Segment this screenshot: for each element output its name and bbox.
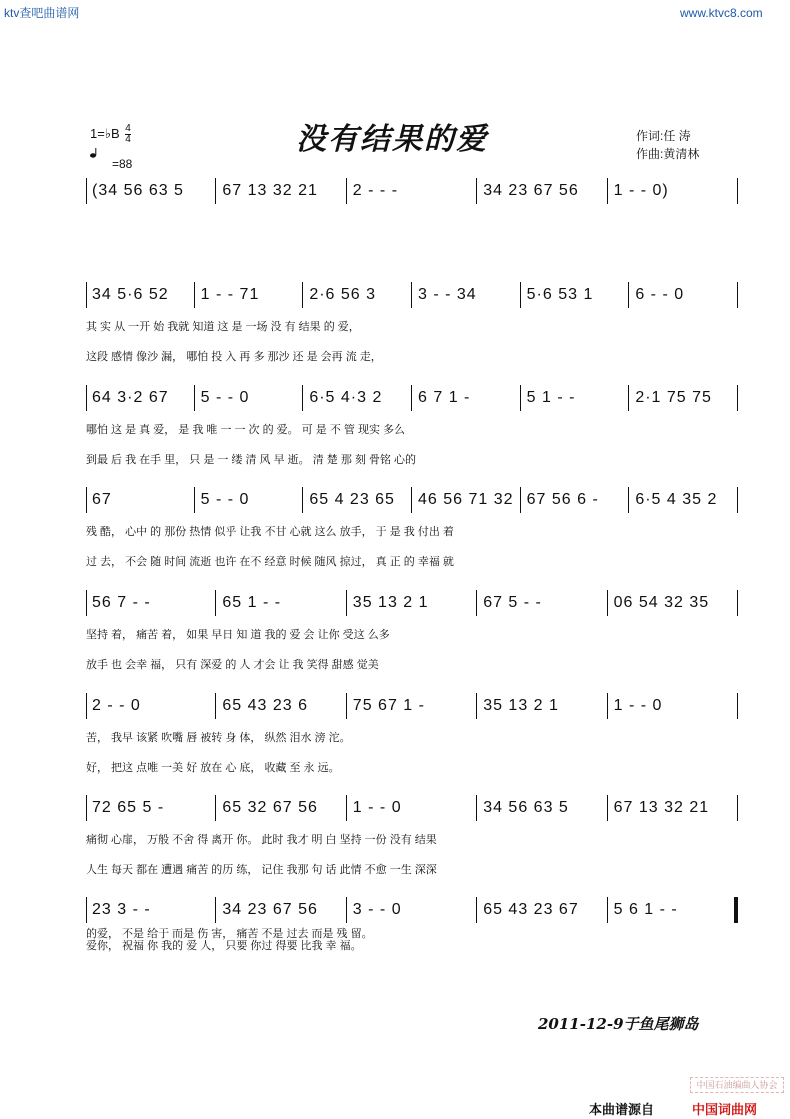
lyric-line-verse-2: 到最 后 我 在手 里， 只 是 一 缕 清 风 早 逝。 清 楚 那 刻 骨铭 心的	[86, 454, 417, 466]
lyric-line-verse-1: 坚持 着， 痛苦 着， 如果 早日 知 道 我的 爱 会 让你 受这 么多	[86, 629, 390, 641]
measure-notes: 6 7 1 -	[418, 389, 471, 406]
measure-notes: 65 43 23 6	[222, 697, 309, 714]
bar-line	[737, 385, 738, 411]
measure-notes: 1 - - 0)	[613, 182, 669, 199]
score-system	[86, 590, 738, 670]
bar-line	[607, 693, 608, 719]
score-system	[86, 693, 738, 773]
key-label: 1=♭B	[90, 125, 120, 141]
source-label: 本曲谱源自	[589, 1102, 655, 1117]
bar-line	[86, 487, 87, 513]
measure-notes: 5 - - 0	[200, 491, 250, 508]
lyricist-credit: 作词:任 涛	[636, 129, 691, 143]
measure-notes: 3 - - 34	[418, 286, 477, 303]
bar-line	[476, 693, 477, 719]
bar-line	[86, 385, 87, 411]
bar-line	[411, 282, 412, 308]
time-signature-top: 4	[125, 123, 131, 134]
measure-notes: 1 - - 0	[352, 799, 402, 816]
bar-line	[194, 487, 195, 513]
bar-line	[346, 178, 347, 204]
lyric-line-verse-1: 痛彻 心扉， 万般 不舍 得 离开 你。 此时 我才 明 白 坚持 一份 没有 结果	[86, 834, 437, 846]
bar-line	[607, 590, 608, 616]
measure-notes: 5 - - 0	[200, 389, 250, 406]
lyric-line-verse-2: 这段 感情 像沙 漏， 哪怕 投 入 再 多 那沙 还 是 会再 流 走，	[86, 351, 382, 363]
bar-line	[411, 385, 412, 411]
measure-notes: 6·5 4 35 2	[635, 491, 718, 508]
measure-notes: (34 56 63 5	[92, 182, 184, 199]
lyric-line-verse-2: 好， 把这 点唯 一美 好 放在 心 底， 收藏 至 永 远。	[86, 762, 340, 774]
measure-notes: 1 - - 0	[613, 697, 663, 714]
time-signature-bottom: 4	[125, 134, 131, 145]
bar-line	[607, 897, 608, 923]
measure-notes: 34 56 63 5	[483, 799, 569, 816]
measure-notes: 56 7 - -	[92, 594, 151, 611]
bar-line	[86, 178, 87, 204]
bar-line	[194, 385, 195, 411]
lyric-line-verse-2: 人生 每天 都在 遭遇 痛苦 的历 练， 记住 我那 句 话 此情 不愈 一生 深深	[86, 864, 437, 876]
measure-notes: 2·1 75 75	[635, 389, 712, 406]
measure-notes: 6·5 4·3 2	[309, 389, 383, 406]
bar-line	[628, 385, 629, 411]
measure-notes: 67 13 32 21	[613, 799, 710, 816]
bar-line	[628, 487, 629, 513]
bar-line	[302, 487, 303, 513]
bar-line	[86, 590, 87, 616]
bar-line	[476, 795, 477, 821]
lyric-line-verse-2: 爱你， 祝福 你 我的 爱 人， 只要 你过 得要 比我 幸 福。	[86, 940, 362, 952]
measure-notes: 2 - - 0	[92, 697, 141, 714]
lyric-line-verse-2: 放手 也 会幸 福， 只有 深爱 的 人 才会 让 我 笑得 甜感 觉美	[86, 659, 379, 671]
lyric-line-verse-2: 过 去， 不会 随 时间 流逝 也许 在不 经意 时候 随风 掠过， 真 正 的 幸福 就	[86, 556, 454, 568]
lyric-line-verse-1: 其 实 从 一开 始 我就 知道 这 是 一场 没 有 结果 的 爱，	[86, 321, 360, 333]
song-title: 没有结果的爱	[296, 122, 488, 157]
score-system	[86, 897, 738, 977]
quarter-note-icon	[90, 148, 98, 158]
bar-line	[86, 693, 87, 719]
measure-notes: 65 43 23 67	[483, 901, 579, 918]
measure-notes: 5·6 53 1	[526, 286, 594, 303]
watermark-stamp: 中国石油编曲人协会	[690, 1077, 784, 1093]
bar-line	[215, 795, 216, 821]
bar-line	[476, 897, 477, 923]
bar-line	[628, 282, 629, 308]
measure-notes: 65 4 23 65	[309, 491, 395, 508]
tempo-marking: =88	[112, 157, 133, 171]
date-place-signature: 2011-12-9于鱼尾狮岛	[538, 1015, 699, 1033]
score-system	[86, 385, 738, 465]
measure-notes: 67	[92, 491, 112, 508]
measure-notes: 34 23 67 56	[222, 901, 318, 918]
measure-notes: 65 1 - -	[222, 594, 282, 611]
measure-notes: 72 65 5 -	[92, 799, 165, 816]
bar-line	[737, 693, 738, 719]
bar-line	[737, 897, 738, 923]
lyric-line-verse-1: 苦， 我早 该紧 吹嘴 唇 被转 身 体， 纵然 泪水 滂 沱。	[86, 732, 351, 744]
measure-notes: 5 6 1 - -	[613, 901, 678, 918]
measure-notes: 2·6 56 3	[309, 286, 377, 303]
bar-line	[302, 385, 303, 411]
watermark-top-left: ktv查吧曲谱网	[4, 6, 80, 20]
score-system	[86, 178, 738, 258]
bar-line	[86, 897, 87, 923]
measure-notes: 65 32 67 56	[222, 799, 318, 816]
bar-line	[737, 795, 738, 821]
bar-line	[737, 178, 738, 204]
measure-notes: 35 13 2 1	[352, 594, 429, 611]
lyric-line-verse-1: 哪怕 这 是 真 爱， 是 我 唯 一 一 次 的 爱。 可 是 不 管 现实 多么	[86, 424, 406, 436]
bar-line	[520, 282, 521, 308]
final-bar-line	[734, 897, 737, 923]
bar-line	[346, 897, 347, 923]
bar-line	[86, 795, 87, 821]
measure-notes: 6 - - 0	[635, 286, 685, 303]
lyric-line-verse-1: 的爱， 不是 给于 而是 伤 害， 痛苦 不是 过去 而是 残 留。	[86, 928, 373, 940]
composer-credit: 作曲:黄清林	[636, 147, 700, 161]
measure-notes: 1 - - 71	[200, 286, 260, 303]
measure-notes: 3 - - 0	[352, 901, 402, 918]
measure-notes: 67 5 - -	[483, 594, 542, 611]
bar-line	[520, 385, 521, 411]
measure-notes: 75 67 1 -	[352, 697, 425, 714]
bar-line	[520, 487, 521, 513]
measure-notes: 67 13 32 21	[222, 182, 318, 199]
score-system	[86, 282, 738, 362]
bar-line	[215, 178, 216, 204]
measure-notes: 2 - - -	[352, 182, 399, 199]
measure-notes: 46 56 71 32	[418, 491, 514, 508]
measure-notes: 23 3 - -	[92, 901, 151, 918]
measure-notes: 5 1 - -	[526, 389, 576, 406]
bar-line	[607, 178, 608, 204]
measure-notes: 06 54 32 35	[613, 594, 710, 611]
bar-line	[215, 590, 216, 616]
score-system	[86, 487, 738, 567]
bar-line	[737, 487, 738, 513]
bar-line	[476, 178, 477, 204]
bar-line	[346, 795, 347, 821]
bar-line	[346, 590, 347, 616]
bar-line	[737, 590, 738, 616]
lyric-line-verse-1: 残 酷， 心中 的 那份 热情 似乎 让我 不甘 心就 这么 放手， 于 是 我 付出 着	[86, 526, 454, 538]
bar-line	[607, 795, 608, 821]
bar-line	[411, 487, 412, 513]
bar-line	[86, 282, 87, 308]
source-site: 中国词曲网	[692, 1102, 758, 1117]
key-signature	[90, 124, 131, 145]
bar-line	[302, 282, 303, 308]
measure-notes: 35 13 2 1	[483, 697, 559, 714]
bar-line	[346, 693, 347, 719]
score-system	[86, 795, 738, 875]
measure-notes: 64 3·2 67	[92, 389, 169, 406]
bar-line	[215, 693, 216, 719]
watermark-top-right: www.ktvc8.com	[680, 6, 763, 20]
measure-notes: 67 56 6 -	[526, 491, 599, 508]
measure-notes: 34 5·6 52	[92, 286, 169, 303]
bar-line	[476, 590, 477, 616]
measure-notes: 34 23 67 56	[483, 182, 579, 199]
bar-line	[737, 282, 738, 308]
bar-line	[194, 282, 195, 308]
bar-line	[215, 897, 216, 923]
